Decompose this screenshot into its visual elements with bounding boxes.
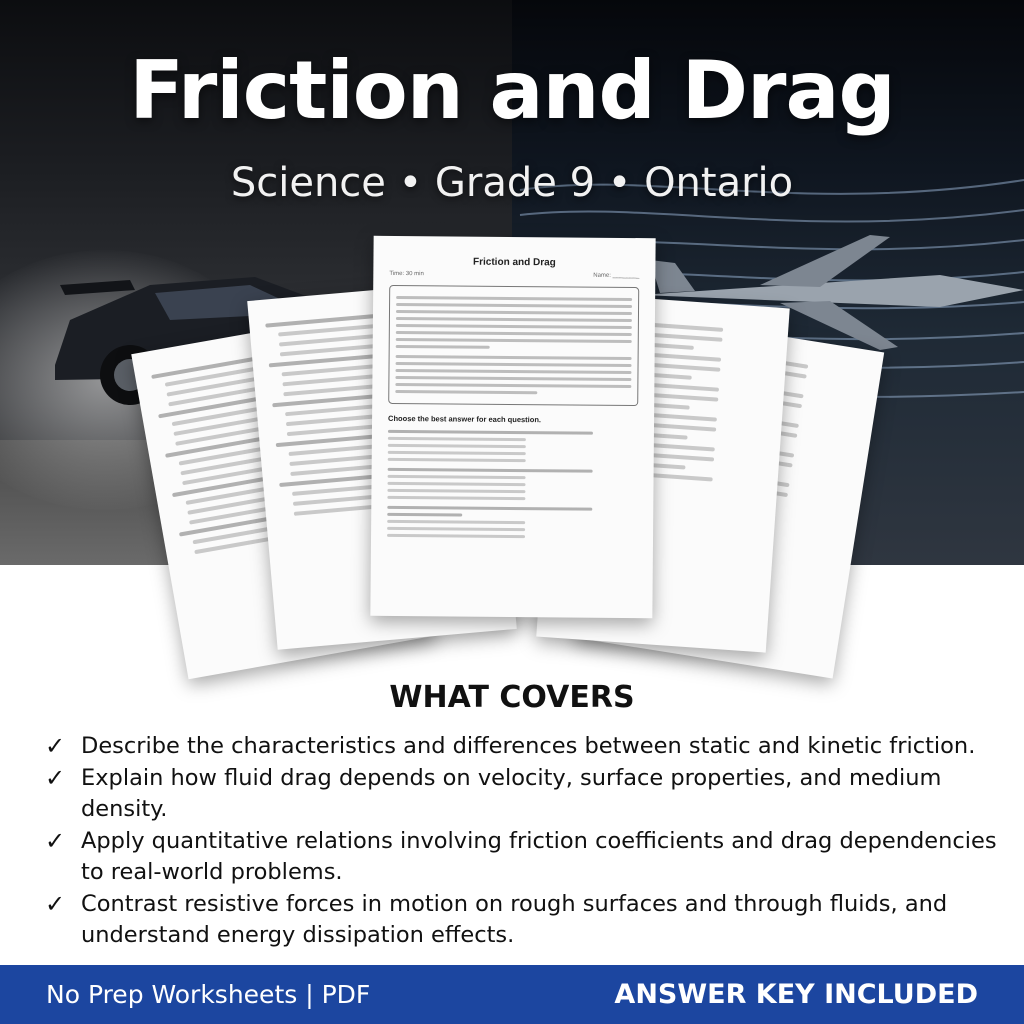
covers-item-text: Contrast resistive forces in motion on rough surfaces and through fluids, and understand energy dissipation effects.	[81, 891, 948, 948]
covers-item	[45, 731, 1005, 762]
worksheet-question	[388, 430, 638, 463]
covers-list	[45, 731, 1005, 952]
worksheet-name-label: Name: ________	[593, 272, 640, 280]
worksheet-title: Friction and Drag	[472, 256, 556, 269]
covers-heading: WHAT COVERS	[389, 680, 635, 715]
footer-answer-key-label: ANSWER KEY INCLUDED	[614, 979, 978, 1010]
worksheet-reading-passage	[388, 285, 639, 406]
page-subtitle: Science • Grade 9 • Ontario	[230, 160, 794, 206]
worksheet-time-label: Time: 30 min	[389, 270, 424, 278]
covers-item-text: Describe the characteristics and differences between static and kinetic friction.	[81, 733, 976, 759]
covers-item	[45, 826, 1005, 888]
worksheet-instruction: Choose the best answer for each question.	[388, 413, 542, 425]
check-icon: ✓	[45, 827, 66, 855]
covers-item-text: Apply quantitative relations involving friction coefficients and drag dependencies to real-world problems.	[81, 828, 997, 885]
worksheet-question	[387, 468, 637, 501]
covers-item-text: Explain how fluid drag depends on velocity, surface properties, and medium density.	[81, 765, 942, 822]
footer-banner	[0, 965, 1024, 1024]
page-title: Friction and Drag	[129, 44, 895, 137]
check-icon: ✓	[45, 890, 66, 918]
check-icon: ✓	[45, 764, 66, 792]
covers-item	[45, 889, 1005, 951]
covers-item	[45, 763, 1005, 825]
worksheet-question	[387, 506, 637, 539]
footer-format-label: No Prep Worksheets | PDF	[46, 980, 371, 1009]
worksheet-front	[370, 236, 655, 618]
check-icon: ✓	[45, 732, 66, 760]
